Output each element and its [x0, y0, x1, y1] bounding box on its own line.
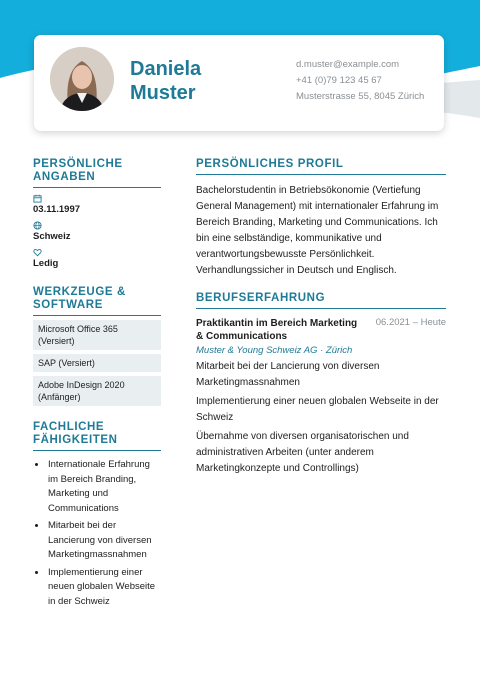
tools-heading: WERKZEUGE & SOFTWARE	[33, 286, 161, 316]
job-task-item: Übernahme von diversen organisatorischen und administrativen Arbeiten (unter anderem Marketingkonzepte und Controllings)	[196, 431, 409, 474]
job-company: Muster & Young Schweiz AG · Zürich	[196, 345, 353, 356]
skill-item: • Mitarbeit bei der Lancierung von diversen Marketingmassnahmen	[47, 519, 161, 563]
left-column	[33, 158, 161, 612]
tools-list	[33, 320, 161, 406]
profile-photo	[50, 47, 114, 111]
profile-text: Bachelorstudentin in Betriebsökonomie (Vertiefung General Management) mit internationaler Erfahrung im Bereich Branding, Marketing und Communications. Ich bin eine selbständige, kommunikative und verantwortungsbewusste Persönlichkeit. Verhandlungssicher in Deutsch und Englisch.	[196, 185, 439, 276]
tool-item: SAP (Versiert)	[33, 354, 161, 372]
first-name: Daniela	[130, 58, 202, 80]
contact-details	[296, 57, 424, 105]
nationality-item	[33, 221, 161, 242]
email-text[interactable]: d.muster@example.com	[296, 59, 400, 70]
job-task-item: Mitarbeit bei der Lancierung von diversen Marketingmassnahmen	[196, 361, 380, 388]
calendar-icon	[33, 194, 42, 203]
marital-status-item	[33, 248, 161, 269]
experience-heading: BERUFSERFAHRUNG	[196, 292, 446, 309]
nationality-text: Schweiz	[33, 231, 71, 242]
job-dates: 06.2021 – Heute	[375, 317, 446, 328]
job-title: Praktikantin im Bereich Marketing & Communications	[196, 318, 358, 342]
right-column	[196, 158, 446, 477]
birthdate-text: 03.11.1997	[33, 204, 81, 215]
last-name: Muster	[130, 82, 196, 104]
skills-heading: FACHLICHE FÄHIGKEITEN	[33, 421, 161, 451]
heart-icon	[33, 248, 42, 257]
header-card	[34, 35, 444, 131]
candidate-name	[130, 57, 201, 105]
job-tasks	[196, 359, 446, 477]
marital-status-text: Ledig	[33, 258, 59, 269]
skills-list	[33, 458, 161, 609]
profile-heading: PERSÖNLICHES PROFIL	[196, 158, 446, 175]
skill-item: • Implementierung einer neuen globalen Webseite in der Schweiz	[47, 566, 161, 610]
phone-text[interactable]: +41 (0)79 123 45 67	[296, 75, 382, 86]
globe-icon	[33, 221, 42, 230]
job-header	[196, 317, 446, 343]
job-task-item: Implementierung einer neuen globalen Webseite in der Schweiz	[196, 396, 439, 423]
personal-info-heading: PERSÖNLICHE ANGABEN	[33, 158, 161, 188]
birthdate-item	[33, 194, 161, 215]
tool-item: Adobe InDesign 2020 (Anfänger)	[33, 376, 161, 406]
skill-item: • Internationale Erfahrung im Bereich Branding, Marketing und Communications	[47, 458, 161, 516]
address-text: Musterstrasse 55, 8045 Zürich	[296, 91, 425, 102]
tool-item: Microsoft Office 365 (Versiert)	[33, 320, 161, 350]
